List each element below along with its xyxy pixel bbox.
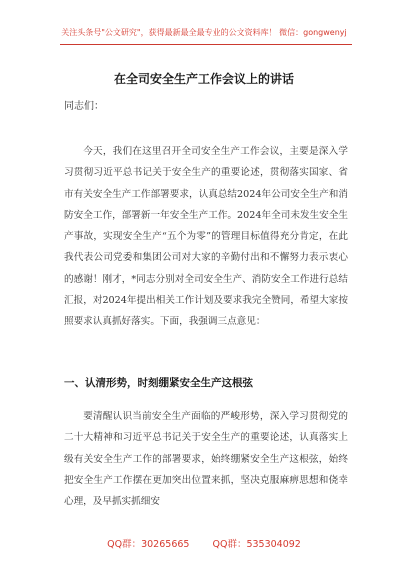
header-promo-text: 关注头条号"公文研究"，获得最新最全最专业的公文资料库！ 微信：gongwenyj [61,28,347,37]
footer-qq-group-2: QQ群：535304092 [212,539,301,550]
footer-contact [0,536,408,550]
header-divider [60,44,352,45]
body-paragraph: 今天，我们在这里召开全司安全生产工作会议，主要是深入学习贯彻习近平总书记关于安全生产的重要论述，贯彻落实国家、省市有关安全生产工作部署要求，认真总结2024年公司安全生产和消防安全工作，部署新一年安全生产工作。2024年全司未发生安全生产事故，实现安全生产“五个为零”的管理目标值得充分肯定，在此我代表公司党委和集团公司对大家的辛勤付出和不懈努力表示衷心的感谢！刚才，*同志分别对全司安全生产、消防安全工作进行总结汇报，对2024年提出相关工作计划及要求我完全赞同，希望大家按照要求认真抓好落实。下面，我强调三点意见： [64,146,348,328]
salutation: 同志们： [64,101,104,112]
section-paragraph: 要清醒认识当前安全生产面临的严峻形势，深入学习贯彻党的二十大精神和习近平总书记关于安全生产的重要论述，认真落实上级有关安全生产工作的部署要求，始终绷紧安全生产这根弦，始终把安全生产工作摆在更加突出位置来抓，坚决克服麻痹思想和侥幸心理，及早抓实抓细安 [64,411,348,508]
footer-qq-group-1: QQ群：30265665 [107,539,190,550]
section-heading: 一、认清形势，时刻绷紧安全生产这根弦 [64,377,253,389]
document-title: 在全司安全生产工作会议上的讲话 [113,72,294,86]
